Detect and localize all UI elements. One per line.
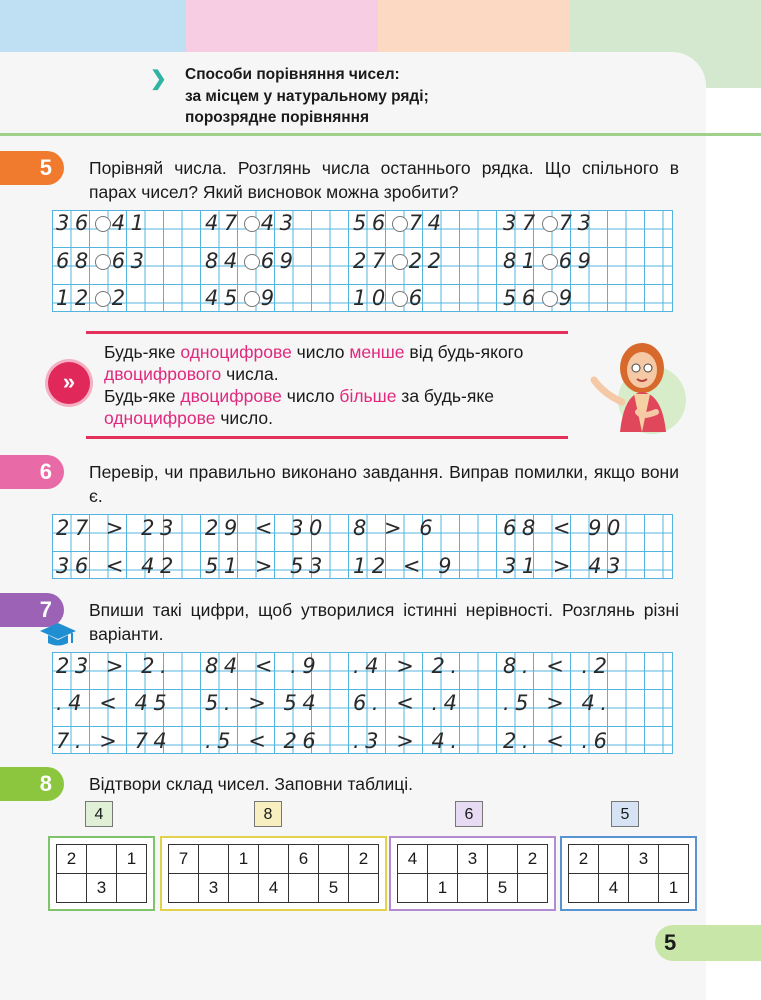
comparison-circle[interactable] xyxy=(244,291,260,307)
inequality-blank[interactable]: 8. < .2 xyxy=(503,654,613,678)
table-cell[interactable] xyxy=(659,845,689,874)
comparison-circle[interactable] xyxy=(542,216,558,232)
inequality: 31 > 43 xyxy=(503,554,626,578)
table-cell[interactable] xyxy=(117,874,147,903)
comparison-pair xyxy=(353,287,428,309)
topic-divider xyxy=(0,133,761,136)
inequality: 29 < 30 xyxy=(205,516,328,540)
number-composition-table xyxy=(160,836,387,911)
comparison-pair xyxy=(503,250,596,272)
table-cell[interactable] xyxy=(169,874,199,903)
number-left: 45 xyxy=(205,286,243,310)
table-number-box: 6 xyxy=(455,801,483,827)
number-right: 2 xyxy=(111,286,131,310)
table-row xyxy=(398,845,548,874)
table-cell: 7 xyxy=(169,845,199,874)
table-number-box: 4 xyxy=(85,801,113,827)
table-cell: 6 xyxy=(289,845,319,874)
task-5-badge: 5 xyxy=(0,151,64,185)
fast-forward-icon: » xyxy=(48,362,90,404)
comparison-pair xyxy=(353,212,446,234)
inequality: 12 < 9 xyxy=(353,554,458,578)
task-8-badge: 8 xyxy=(0,767,64,801)
inequality-blank[interactable]: 84 < .9 xyxy=(205,654,322,678)
top-strip-pink xyxy=(186,0,378,55)
number-left: 68 xyxy=(56,249,94,273)
number-right: 41 xyxy=(111,211,150,235)
table-cell[interactable] xyxy=(199,845,229,874)
comparison-pair xyxy=(353,250,446,272)
number-left: 84 xyxy=(205,249,243,273)
table-grid xyxy=(397,844,548,903)
page-number: 5 xyxy=(664,930,677,955)
comparison-pair xyxy=(56,212,149,234)
number-right: 69 xyxy=(558,249,597,273)
table-cell: 4 xyxy=(398,845,428,874)
table-row xyxy=(569,874,689,903)
chevron-right-icon: ❯ xyxy=(150,68,167,90)
table-cell: 3 xyxy=(199,874,229,903)
inequality-blank[interactable]: 23 > 2. xyxy=(56,654,173,678)
number-left: 37 xyxy=(503,211,541,235)
inequality-blank[interactable]: 2. < .6 xyxy=(503,729,613,753)
number-left: 56 xyxy=(353,211,391,235)
comparison-circle[interactable] xyxy=(542,254,558,270)
top-strip-peach xyxy=(378,0,570,55)
table-cell: 5 xyxy=(319,874,349,903)
inequality: 68 < 90 xyxy=(503,516,626,540)
inequality-blank[interactable]: .5 > 4. xyxy=(503,691,613,715)
inequality-blank[interactable]: .3 > 4. xyxy=(353,729,463,753)
table-cell[interactable] xyxy=(259,845,289,874)
task-7-text: Впиши такі цифри, щоб утворилися істинні нерівності. Розглянь різні варіанти. xyxy=(89,600,679,644)
comparison-pair xyxy=(205,287,280,309)
table-cell: 1 xyxy=(659,874,689,903)
table-row xyxy=(169,845,379,874)
number-composition-table xyxy=(560,836,697,911)
number-left: 27 xyxy=(353,249,391,273)
table-cell[interactable] xyxy=(398,874,428,903)
number-composition-table xyxy=(389,836,556,911)
number-left: 10 xyxy=(353,286,391,310)
task-6-badge: 6 xyxy=(0,455,64,489)
comparison-circle[interactable] xyxy=(95,216,111,232)
number-right: 22 xyxy=(408,249,447,273)
table-cell: 2 xyxy=(349,845,379,874)
table-number-box: 5 xyxy=(611,801,639,827)
rule-text: Будь-яке одноцифрове число менше від будь-якого двоцифрового числа. Будь-яке двоцифрове число більше за будь-яке одноцифрове число. xyxy=(104,342,524,428)
rule-bottom-line xyxy=(86,436,568,439)
comparison-pair xyxy=(56,250,149,272)
number-composition-table xyxy=(48,836,155,911)
comparison-circle[interactable] xyxy=(392,216,408,232)
comparison-circle[interactable] xyxy=(244,216,260,232)
table-cell[interactable] xyxy=(87,845,117,874)
number-left: 47 xyxy=(205,211,243,235)
number-left: 12 xyxy=(56,286,94,310)
teacher-illustration xyxy=(582,332,692,437)
inequality-blank[interactable]: .4 > 2. xyxy=(353,654,463,678)
comparison-circle[interactable] xyxy=(392,291,408,307)
comparison-pair xyxy=(503,212,596,234)
inequality: 51 > 53 xyxy=(205,554,328,578)
inequality: 36 < 42 xyxy=(56,554,179,578)
table-cell[interactable] xyxy=(349,874,379,903)
table-cell: 2 xyxy=(57,845,87,874)
table-cell: 3 xyxy=(629,845,659,874)
comparison-circle[interactable] xyxy=(95,291,111,307)
table-cell: 1 xyxy=(117,845,147,874)
task-8-text: Відтвори склад чисел. Заповни таблиці. xyxy=(89,774,413,794)
table-cell[interactable] xyxy=(518,874,548,903)
number-left: 36 xyxy=(56,211,94,235)
table-cell[interactable] xyxy=(319,845,349,874)
table-row xyxy=(57,874,147,903)
table-cell[interactable] xyxy=(599,845,629,874)
inequality: 27 > 23 xyxy=(56,516,179,540)
comparison-pair xyxy=(205,212,298,234)
table-number-box: 8 xyxy=(254,801,282,827)
inequality: 8 > 6 xyxy=(353,516,439,540)
number-right: 74 xyxy=(408,211,447,235)
number-left: 81 xyxy=(503,249,541,273)
comparison-pair xyxy=(56,287,131,309)
number-left: 56 xyxy=(503,286,541,310)
graduation-cap-icon xyxy=(38,621,78,652)
table-cell: 3 xyxy=(87,874,117,903)
table-cell[interactable] xyxy=(458,874,488,903)
comparison-circle[interactable] xyxy=(244,254,260,270)
table-cell: 4 xyxy=(259,874,289,903)
number-right: 6 xyxy=(408,286,428,310)
inequality-blank[interactable]: .5 < 26 xyxy=(205,729,322,753)
table-cell[interactable] xyxy=(488,845,518,874)
table-row xyxy=(57,845,147,874)
comparison-circle[interactable] xyxy=(392,254,408,270)
table-cell: 5 xyxy=(488,874,518,903)
table-row xyxy=(569,845,689,874)
topic-title: Способи порівняння чисел: за місцем у натуральному ряді; порозрядне порівняння xyxy=(185,66,429,126)
table-grid xyxy=(568,844,689,903)
table-cell[interactable] xyxy=(289,874,319,903)
table-cell: 1 xyxy=(428,874,458,903)
inequality-blank[interactable]: 5. > 54 xyxy=(205,691,322,715)
table-cell: 1 xyxy=(229,845,259,874)
inequality-blank[interactable]: .4 < 45 xyxy=(56,691,173,715)
table-cell: 4 xyxy=(599,874,629,903)
task-6-text: Перевір, чи правильно виконано завдання. Виправ помилки, якщо вони є. xyxy=(89,462,679,506)
number-right: 73 xyxy=(558,211,597,235)
top-strip-blue xyxy=(0,0,186,55)
number-right: 69 xyxy=(260,249,299,273)
table-cell: 2 xyxy=(518,845,548,874)
table-cell[interactable] xyxy=(57,874,87,903)
comparison-pair xyxy=(205,250,298,272)
comparison-circle[interactable] xyxy=(95,254,111,270)
comparison-circle[interactable] xyxy=(542,291,558,307)
table-cell[interactable] xyxy=(629,874,659,903)
task-7-badge: 7 xyxy=(0,593,64,627)
table-cell[interactable] xyxy=(428,845,458,874)
rule-top-line xyxy=(86,331,568,334)
inequality-blank[interactable]: 6. < .4 xyxy=(353,691,463,715)
number-right: 63 xyxy=(111,249,150,273)
number-right: 43 xyxy=(260,211,299,235)
inequality-blank[interactable]: 7. > 74 xyxy=(56,729,173,753)
table-cell: 3 xyxy=(458,845,488,874)
table-cell: 2 xyxy=(569,845,599,874)
table-grid xyxy=(56,844,147,903)
number-right: 9 xyxy=(558,286,578,310)
table-row xyxy=(398,874,548,903)
comparison-pair xyxy=(503,287,578,309)
number-right: 9 xyxy=(260,286,280,310)
task-5-text: Порівняй числа. Розглянь числа останнього рядка. Що спільного в парах чисел? Який висновок можна зробити? xyxy=(89,158,679,202)
table-cell[interactable] xyxy=(229,874,259,903)
table-cell[interactable] xyxy=(569,874,599,903)
table-grid xyxy=(168,844,379,903)
table-row xyxy=(169,874,379,903)
